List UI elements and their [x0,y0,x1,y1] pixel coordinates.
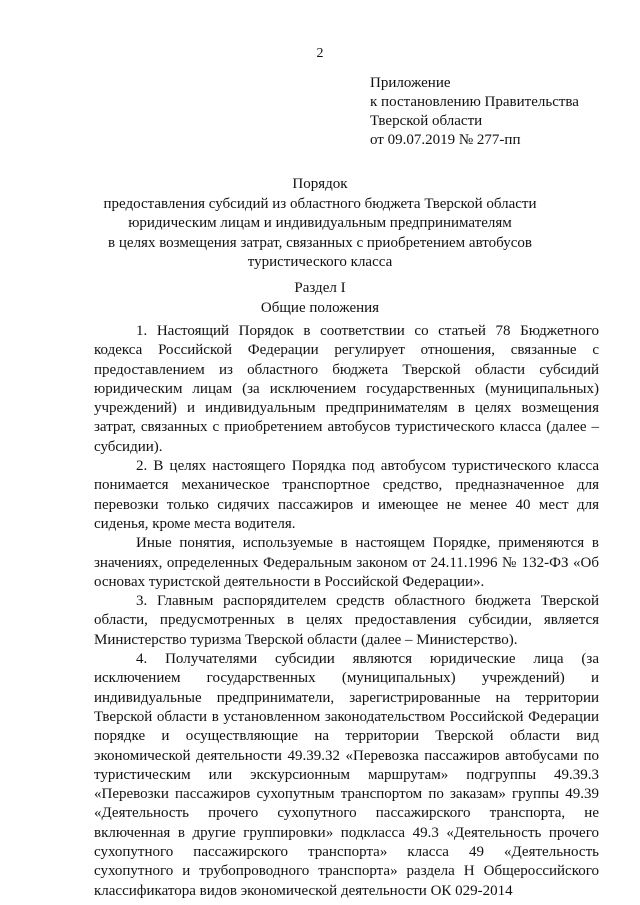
appendix-block [370,74,620,150]
paragraph: 1. Настоящий Порядок в соответствии со статьей 78 Бюджетного кодекса Российской Федерации регулирует отношения, связанные с предоставлением из областного бюджета Тверской области субсидий юридическим лицам (за исключением государственных (муниципальных) учреждений) и индивидуальным предпринимателям в целях возмещения затрат, связанных с приобретением автобусов туристического класса (далее – субсидии). [94,323,599,455]
title-line: юридическим лицам и индивидуальным предпринимателям [128,215,512,231]
title-line: туристического класса [247,254,393,270]
title-heading: Порядок [292,176,348,192]
section-number: Раздел I [294,280,346,296]
paragraph: 2. В целях настоящего Порядка под автобусом туристического класса понимается механическое транспортное средство, предназначенное для перевозки только сидячих пассажиров и имеющее не менее 40 мест для сиденья, кроме места водителя. [94,458,599,532]
title-line: в целях возмещения затрат, связанных с приобретением автобусов [108,234,532,251]
appendix-line: Приложение [370,75,451,91]
paragraph: 3. Главным распорядителем средств областного бюджета Тверской области, предусмотренных в целях предоставления субсидии, является Министерство туризма Тверской области (далее – Министерство). [94,593,599,648]
title-line: предоставления субсидий из областного бюджета Тверской области [103,195,537,212]
appendix-line: от 09.07.2019 № 277-пп [370,132,521,148]
page-number: 2 [316,46,324,61]
paragraph: Иные понятия, используемые в настоящем Порядке, применяются в значениях, определенных Федеральным законом от 24.11.1996 № 132-ФЗ «Об основах туристской деятельности в Российской Федерации». [94,535,599,590]
section-heading [90,279,550,318]
section-name: Общие положения [260,299,380,316]
document-body [94,322,599,901]
appendix-line: Тверской области [370,113,483,129]
appendix-line: к постановлению Правительства [370,94,579,110]
paragraph: 4. Получателями субсидии являются юридические лица (за исключением государственных (муниципальных) учреждений) и индивидуальные предприниматели, зарегистрированные на территории Тверской области в установленном законодательством Российской Федерации порядке и осуществляющие на территории Тверской области вид экономической деятельности 49.39.32 «Перевозка пассажиров автобусами по туристическим или экскурсионным маршрутам» подгруппы 49.39.3 «Перевозки пассажиров сухопутным транспортом по заказам» группы 49.39 «Деятельность прочего сухопутного пассажирского транспорта, не включенная в другие группировки» подкласса 49.3 «Деятельность прочего сухопутного пассажирского транспорта» класса 49 «Деятельность сухопутного и трубопроводного транспорта» раздела Н Общероссийского классификатора видов экономической деятельности ОК 029-2014 [94,651,599,899]
document-title [90,175,550,273]
